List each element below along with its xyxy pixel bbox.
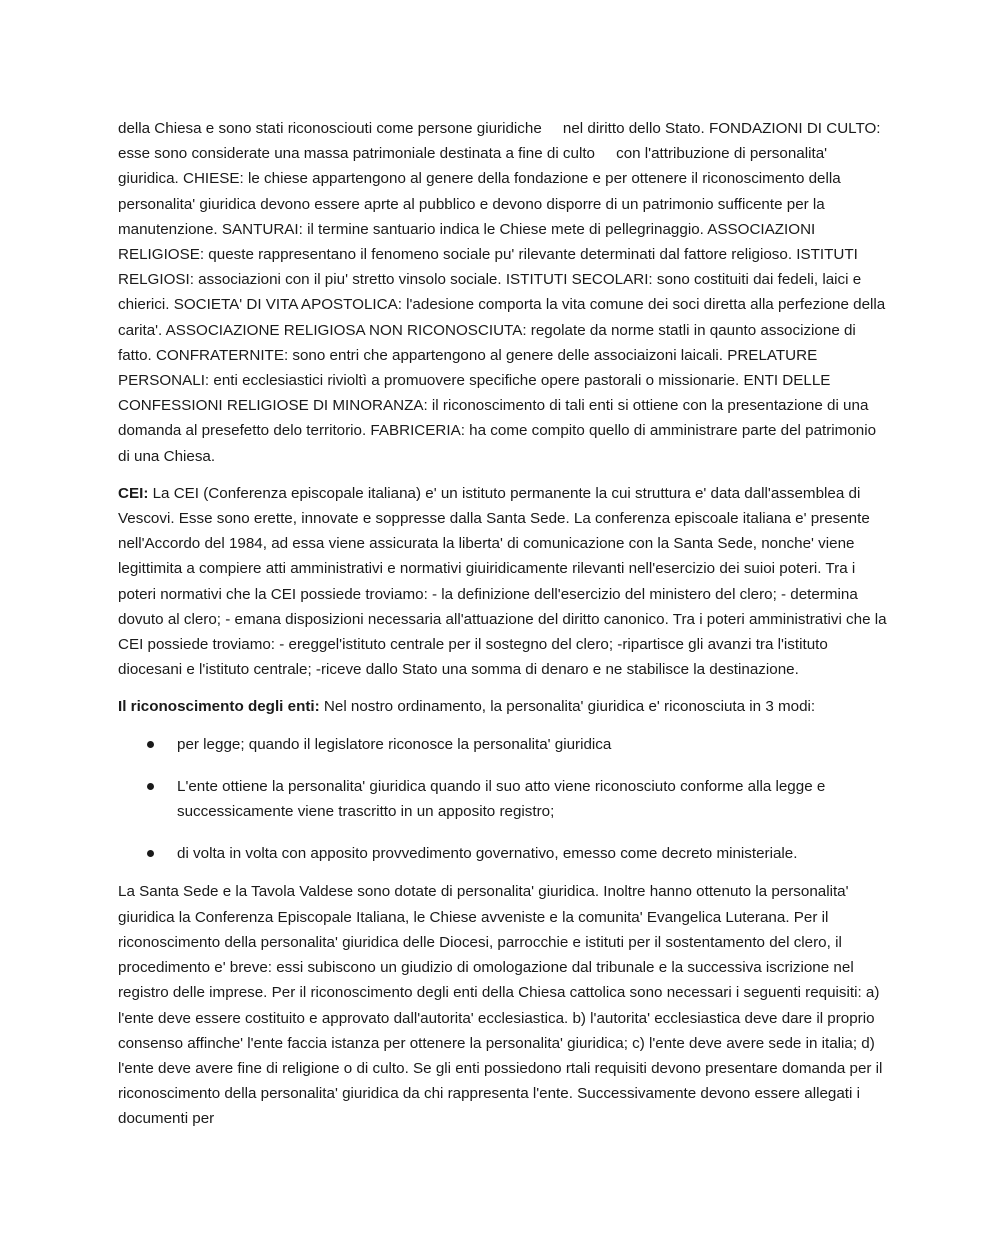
list-item bbox=[118, 732, 888, 757]
paragraph-cei bbox=[118, 481, 888, 683]
cei-text: La CEI (Conferenza episcopale italiana) e' un istituto permanente la cui struttura e' data dall'assemblea di Vescovi. Esse sono erette, innovate e soppresse dalla Santa Sede. La conferenza episcoale italiana e' presente nell'Accordo del 1984, ad essa viene assicurata la liberta' di comunicazione con la Santa Sede, nonche' viene legittimita a compiere atti amministrativi e normativi giuiridicamente rilevanti nell'esercizio dei suioi poteri. Tra i poteri normativi che la CEI possiede troviamo: - la definizione dell'esercizio del ministero del clero; - determina dovuto al clero; - emana disposizioni necessaria all'attuazione del diritto canonico. Tra i poteri amministrativi che la CEI possiede troviamo: - ereggel'istituto centrale per il sostegno del clero; -ripartisce gli avanzi tra l'istituto diocesani e l'istituto centrale; -riceve dallo Stato una somma di denaro e ne stabilisce la destinazione. bbox=[118, 484, 887, 679]
cei-heading: CEI: bbox=[118, 484, 149, 502]
riconoscimento-text: Nel nostro ordinamento, la personalita' giuridica e' riconosciuta in 3 modi: bbox=[319, 698, 816, 716]
bullet-icon bbox=[147, 850, 154, 857]
bullet-icon bbox=[147, 783, 154, 790]
paragraph-enti-ecclesiastici: della Chiesa e sono stati riconosciouti come persone giuridiche nel diritto dello Stato. FONDAZIONI DI CULTO: esse sono considerate una massa patrimoniale destinata a fine di culto con l'attribuzione di personalita' giuridica. CHIESE: le chiese appartengono al genere della fondazione e per ottenere il riconoscimento della personalita' giuridica devono essere aprte al pubblico e devono disporre di un patrimonio sufficente per la manutenzione. SANTURAI: il termine santuario indica le Chiese mete di pellegrinaggio. ASSOCIAZIONI RELIGIOSE: queste rappresentano il fenomeno sociale pu' rilevante determinati dal fattore religioso. ISTITUTI RELGIOSI: associazioni con il piu' stretto vinsolo sociale. ISTITUTI SECOLARI: sono costituiti dai fedeli, laici e chierici. SOCIETA' DI VITA APOSTOLICA: l'adesione comporta la vita comune dei soci diretta alla perfezione della carita'. ASSOCIAZIONE RELIGIOSA NON RICONOSCIUTA: regolate da norme statli in qaunto associzione di fatto. CONFRATERNITE: sono entri che appartengono al genere delle associaizoni laicali. PRELATURE PERSONALI: enti ecclesiastici rivioltì a promuovere specifiche opere pastorali o missionarie. ENTI DELLE CONFESSIONI RELIGIOSE DI MINORANZA: il riconoscimento di tali enti si ottiene con la presentazione di una domanda al presefetto delo territorio. FABRICERIA: ha come compito quello di amministrare parte del patrimonio di una Chiesa. bbox=[118, 120, 890, 465]
paragraph-personalita-giuridica: La Santa Sede e la Tavola Valdese sono dotate di personalita' giuridica. Inoltre hanno ottenuto la personalita' giuridica la Conferenza Episcopale Italiana, le Chiese avveniste e la comunita' Evangelica Luterana. Per il riconoscimento della personalita' giuridica delle Diocesi, parrocchie e istituti per il sostentamento del clero, il procedimento e' breve: essi subiscono un giudizio di omologazione dal tribunale e la successiva iscrizione nel registro delle imprese. Per il riconoscimento degli enti della Chiesa cattolica sono necessari i seguenti requisiti: a) l'ente deve essere costituito e approvato dall'autorita' ecclesiastica. b) l'autorita' ecclesiastica deve dare il proprio consenso affinche' l'ente faccia istanza per ottenere la personalita' giuridica; c) l'ente deve avere sede in italia; d) l'ente deve avere fine di religione o di culto. Se gli enti possiedono rtali requisiti devono presentare domanda per il riconoscimento della personalita' giuridica da chi rappresenta l'ente. Successivamente devono essere allegati i documenti per bbox=[118, 883, 883, 1128]
bullet-icon bbox=[147, 741, 154, 748]
list-item-text: L'ente ottiene la personalita' giuridica quando il suo atto viene riconosciuto conforme alla legge e successicamente viene trascritto in un apposito registro; bbox=[177, 777, 826, 821]
list-item-text: per legge; quando il legislatore riconosce la personalita' giuridica bbox=[177, 735, 612, 753]
paragraph-riconoscimento bbox=[118, 694, 888, 719]
modes-list bbox=[118, 732, 888, 867]
list-item bbox=[118, 841, 888, 866]
list-item-text: di volta in volta con apposito provvedimento governativo, emesso come decreto ministeriale. bbox=[177, 845, 798, 863]
list-item bbox=[118, 774, 888, 824]
document-page bbox=[118, 116, 888, 1144]
riconoscimento-heading: Il riconoscimento degli enti: bbox=[118, 698, 320, 716]
